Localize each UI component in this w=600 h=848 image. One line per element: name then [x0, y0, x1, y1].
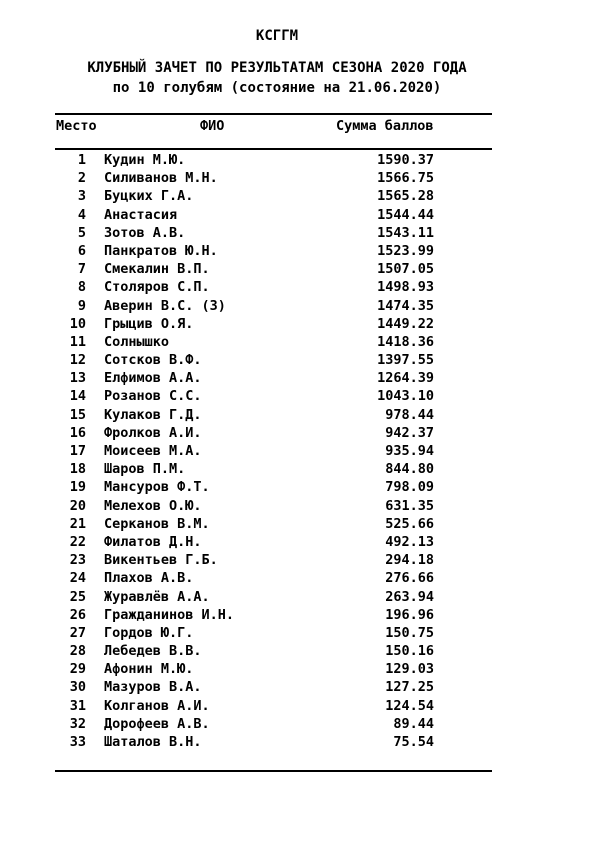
row-name: Мелехов О.Ю. [104, 497, 202, 514]
row-place: 7 [77, 261, 86, 278]
row-name: Силиванов М.Н. [104, 170, 218, 187]
row-name: Кудин М.Ю. [104, 152, 186, 168]
row-score: 1418.36 [377, 333, 434, 350]
row-score: 1565.28 [377, 188, 434, 205]
row-score: 942.37 [385, 424, 434, 441]
row-place: 18 [69, 461, 86, 478]
table-row [0, 515, 600, 533]
row-score: 1590.37 [377, 152, 434, 168]
table-row [0, 715, 600, 733]
row-place: 10 [69, 315, 86, 332]
row-score: 935.94 [385, 443, 434, 459]
row-score: 1544.44 [377, 206, 434, 223]
row-name: Фролков А.И. [104, 424, 202, 441]
table-row [0, 460, 600, 478]
row-score: 1397.55 [377, 352, 434, 369]
table-row [0, 642, 600, 660]
table-row [0, 478, 600, 496]
row-name: Аверин В.С. (З) [104, 297, 226, 314]
row-score: 844.80 [385, 461, 434, 478]
table-row [0, 678, 600, 696]
row-score: 150.75 [385, 624, 434, 641]
table-row [0, 187, 600, 205]
table-row [0, 497, 600, 515]
row-score: 1507.05 [377, 261, 434, 278]
row-place: 25 [69, 588, 86, 605]
table-row [0, 387, 600, 405]
row-name: Сотсков В.Ф. [104, 352, 202, 369]
table-row [0, 351, 600, 369]
table-row [0, 260, 600, 278]
row-score: 1043.10 [377, 388, 434, 405]
table-header-rule [55, 148, 492, 150]
row-place: 26 [69, 606, 86, 623]
row-name: Викентьев Г.Б. [104, 552, 218, 569]
row-name: Смекалин В.П. [104, 261, 210, 278]
row-score: 129.03 [385, 661, 434, 678]
table-row [0, 369, 600, 387]
row-score: 1523.99 [377, 242, 434, 259]
row-score: 75.54 [393, 734, 434, 750]
row-score: 150.16 [385, 643, 434, 660]
row-name: Елфимов А.А. [104, 370, 202, 387]
row-score: 124.54 [385, 697, 434, 714]
row-score: 196.96 [385, 606, 434, 623]
row-score: 1264.39 [377, 370, 434, 387]
row-place: 29 [69, 661, 86, 678]
row-name: Солнышко [104, 333, 170, 350]
column-header-name: ФИО [200, 118, 225, 134]
row-score: 1449.22 [377, 315, 434, 332]
row-name: Лебедев В.В. [104, 643, 202, 660]
row-name: Анастасия [104, 206, 178, 223]
row-place: 31 [69, 697, 86, 714]
row-place: 6 [77, 242, 86, 259]
row-score: 1474.35 [377, 297, 434, 314]
row-place: 33 [69, 734, 86, 750]
row-score: 127.25 [385, 679, 434, 696]
row-place: 19 [69, 479, 86, 496]
table-top-rule [55, 113, 492, 115]
row-name: Зотов А.В. [104, 224, 186, 241]
row-name: Афонин М.Ю. [104, 661, 194, 678]
row-place: 21 [69, 515, 86, 532]
row-name: Панкратов Ю.Н. [104, 242, 218, 259]
row-name: Плахов А.В. [104, 570, 194, 587]
row-place: 28 [69, 643, 86, 660]
row-name: Кулаков Г.Д. [104, 406, 202, 423]
row-score: 1543.11 [377, 224, 434, 241]
table-row [0, 660, 600, 678]
row-score: 1498.93 [377, 279, 434, 296]
table-row [0, 442, 600, 460]
row-place: 14 [69, 388, 86, 405]
row-place: 1 [77, 152, 86, 168]
table-bottom-rule [55, 770, 492, 772]
row-score: 276.66 [385, 570, 434, 587]
row-place: 16 [69, 424, 86, 441]
row-name: Мазуров В.А. [104, 679, 202, 696]
row-name: Колганов А.И. [104, 697, 210, 714]
row-name: Столяров С.П. [104, 279, 210, 296]
row-place: 32 [69, 715, 86, 732]
table-row [0, 333, 600, 351]
table-row [0, 297, 600, 315]
row-place: 3 [77, 188, 86, 205]
table-row [0, 151, 600, 169]
table-row [0, 315, 600, 333]
row-name: Шаров П.М. [104, 461, 186, 478]
table-row [0, 424, 600, 442]
row-place: 23 [69, 552, 86, 569]
row-name: Серканов В.М. [104, 515, 210, 532]
table-row [0, 606, 600, 624]
row-place: 30 [69, 679, 86, 696]
row-place: 9 [77, 297, 86, 314]
table-row [0, 242, 600, 260]
row-name: Буцких Г.А. [104, 188, 194, 205]
row-name: Дорофеев А.В. [104, 715, 210, 732]
row-score: 525.66 [385, 515, 434, 532]
table-row [0, 406, 600, 424]
row-place: 4 [77, 206, 86, 223]
row-score: 263.94 [385, 588, 434, 605]
table-row [0, 588, 600, 606]
table-row [0, 224, 600, 242]
row-name: Филатов Д.Н. [104, 533, 202, 550]
table-row [0, 533, 600, 551]
row-place: 22 [69, 533, 86, 550]
row-score: 798.09 [385, 479, 434, 496]
report-title: КЛУБНЫЙ ЗАЧЕТ ПО РЕЗУЛЬТАТАМ СЕЗОНА 2020 ГОДА [87, 60, 467, 76]
column-header-score: Сумма баллов [336, 118, 434, 134]
column-header-place: Место [56, 118, 97, 134]
table-row [0, 169, 600, 187]
row-place: 11 [69, 333, 86, 350]
row-score: 1566.75 [377, 170, 434, 187]
row-name: Розанов С.С. [104, 388, 202, 405]
row-place: 2 [77, 170, 86, 187]
row-place: 8 [77, 279, 86, 296]
standings-table-body [0, 151, 600, 751]
row-name: Шаталов В.Н. [104, 734, 202, 750]
row-name: Моисеев М.А. [104, 443, 202, 459]
table-row [0, 206, 600, 224]
row-place: 5 [77, 224, 86, 241]
row-name: Гордов Ю.Г. [104, 624, 194, 641]
table-row [0, 569, 600, 587]
row-place: 20 [69, 497, 86, 514]
row-score: 89.44 [393, 715, 434, 732]
table-row [0, 697, 600, 715]
row-score: 978.44 [385, 406, 434, 423]
row-name: Грыцив О.Я. [104, 315, 194, 332]
row-name: Мансуров Ф.Т. [104, 479, 210, 496]
table-row [0, 733, 600, 751]
row-name: Журавлёв А.А. [104, 588, 210, 605]
row-place: 15 [69, 406, 86, 423]
row-score: 492.13 [385, 533, 434, 550]
row-place: 27 [69, 624, 86, 641]
row-score: 294.18 [385, 552, 434, 569]
table-row [0, 624, 600, 642]
row-place: 24 [69, 570, 86, 587]
table-row [0, 551, 600, 569]
row-place: 17 [69, 443, 86, 459]
report-subtitle: по 10 голубям (состояние на 21.06.2020) [112, 80, 442, 96]
organization-title: КСГГМ [255, 28, 299, 44]
table-row [0, 278, 600, 296]
row-place: 12 [69, 352, 86, 369]
row-place: 13 [69, 370, 86, 387]
row-name: Гражданинов И.Н. [104, 606, 235, 623]
row-score: 631.35 [385, 497, 434, 514]
